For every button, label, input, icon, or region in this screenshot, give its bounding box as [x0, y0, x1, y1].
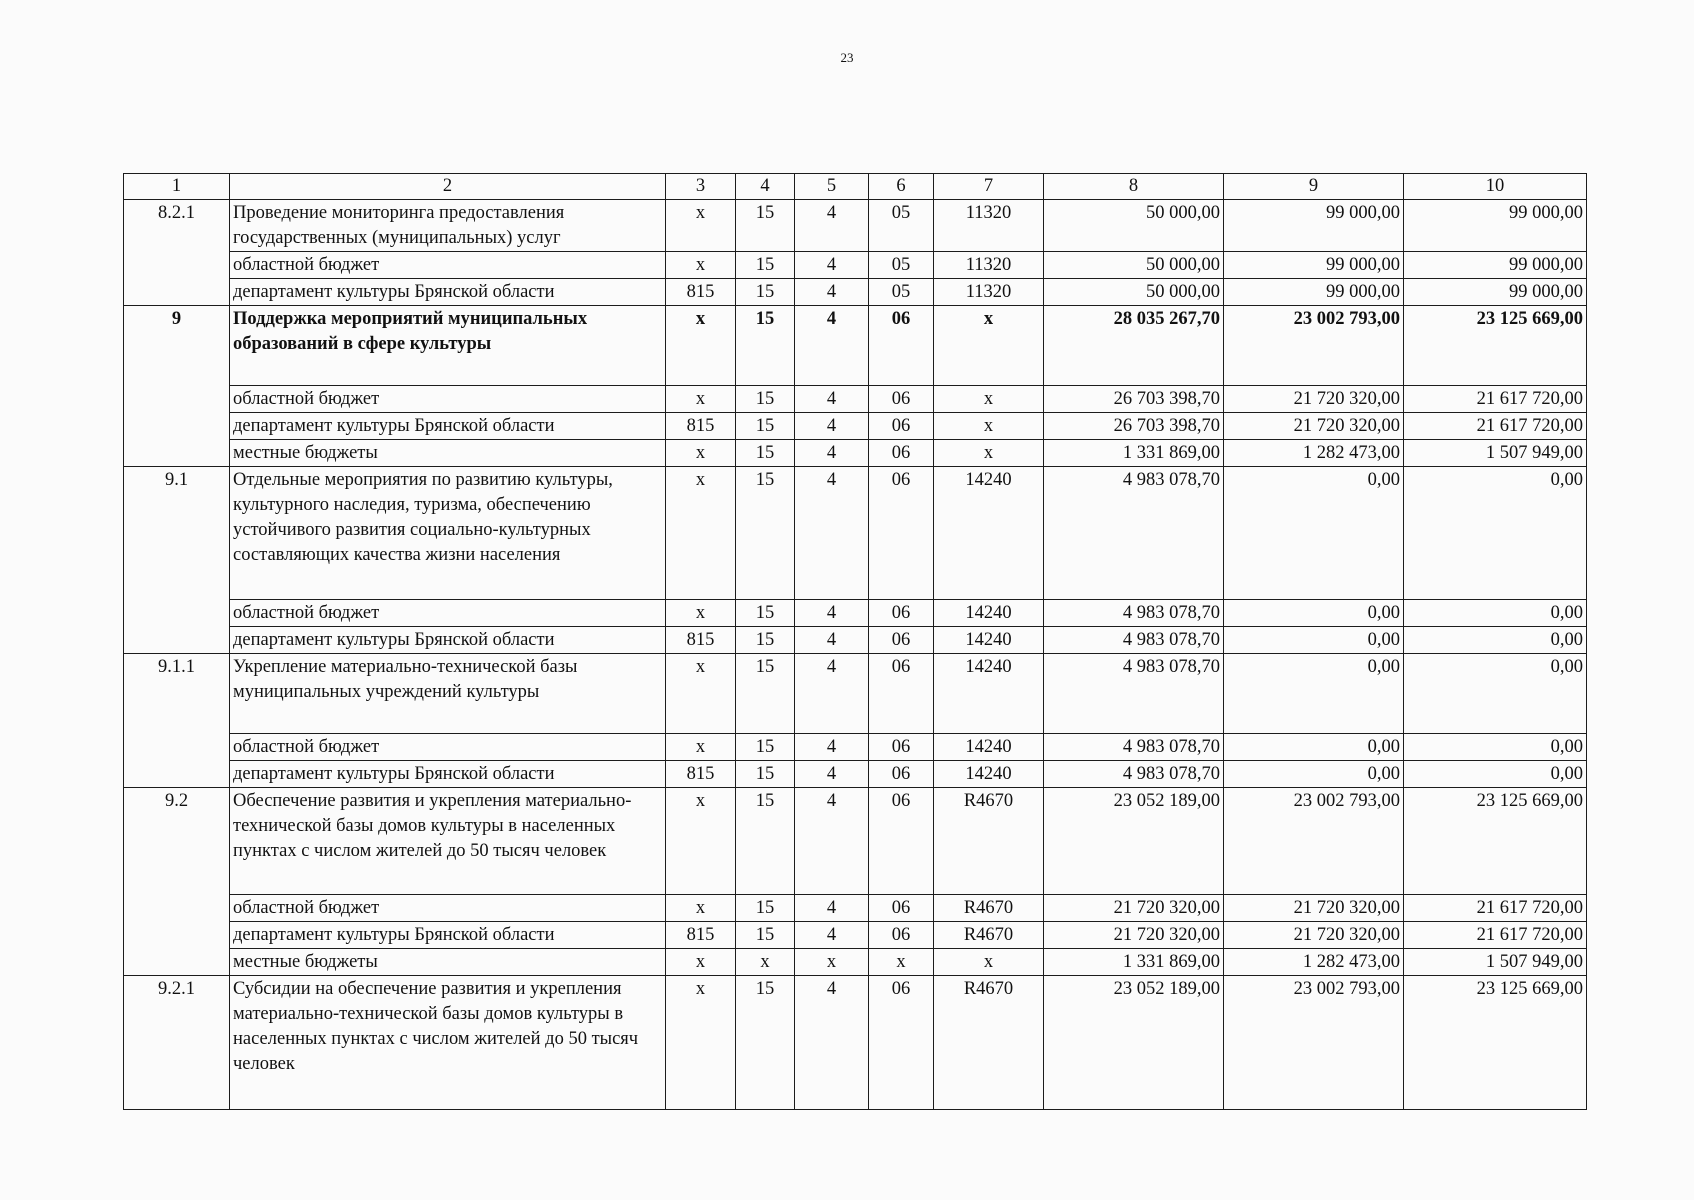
- cell-col10-amount: 0,00: [1404, 761, 1587, 788]
- table-row: [124, 200, 1587, 252]
- table-row: [124, 734, 1587, 761]
- cell-col10-amount: 1 507 949,00: [1404, 440, 1587, 467]
- cell-col4: 15: [736, 467, 795, 600]
- cell-col4: 15: [736, 279, 795, 306]
- cell-col4: 15: [736, 306, 795, 386]
- cell-col9-amount: 21 720 320,00: [1224, 413, 1404, 440]
- cell-col4: х: [736, 949, 795, 976]
- cell-col10-amount: 23 125 669,00: [1404, 788, 1587, 895]
- table-row: [124, 467, 1587, 600]
- cell-col9-amount: 0,00: [1224, 654, 1404, 734]
- table-row: [124, 252, 1587, 279]
- item-name-cell: областной бюджет: [230, 895, 666, 922]
- cell-col3: 815: [666, 279, 736, 306]
- cell-col5: 4: [795, 600, 869, 627]
- cell-col8-amount: 1 331 869,00: [1044, 949, 1224, 976]
- cell-col6: 06: [869, 976, 934, 1110]
- cell-col4: 15: [736, 895, 795, 922]
- cell-col7: х: [934, 386, 1044, 413]
- header-cell: 5: [795, 174, 869, 200]
- cell-col6: 06: [869, 627, 934, 654]
- cell-col8-amount: 4 983 078,70: [1044, 761, 1224, 788]
- table-row: [124, 440, 1587, 467]
- row-number-cell: 9.2: [124, 788, 230, 976]
- cell-col7: 14240: [934, 654, 1044, 734]
- cell-col6: 06: [869, 306, 934, 386]
- cell-col10-amount: 0,00: [1404, 734, 1587, 761]
- cell-col4: 15: [736, 976, 795, 1110]
- table-row: [124, 627, 1587, 654]
- item-name-cell: местные бюджеты: [230, 949, 666, 976]
- cell-col9-amount: 23 002 793,00: [1224, 306, 1404, 386]
- table-row: [124, 976, 1587, 1110]
- item-name-cell: областной бюджет: [230, 252, 666, 279]
- cell-col8-amount: 21 720 320,00: [1044, 895, 1224, 922]
- cell-col9-amount: 23 002 793,00: [1224, 976, 1404, 1110]
- cell-col6: 06: [869, 734, 934, 761]
- cell-col7: х: [934, 440, 1044, 467]
- cell-col6: 06: [869, 895, 934, 922]
- cell-col9-amount: 99 000,00: [1224, 200, 1404, 252]
- cell-col3: х: [666, 306, 736, 386]
- cell-col10-amount: 23 125 669,00: [1404, 976, 1587, 1110]
- cell-col9-amount: 99 000,00: [1224, 252, 1404, 279]
- cell-col10-amount: 99 000,00: [1404, 279, 1587, 306]
- item-name-cell: Обеспечение развития и укрепления материально-технической базы домов культуры в населенных пунктах с числом жителей до 50 тысяч человек: [230, 788, 666, 895]
- cell-col7: х: [934, 949, 1044, 976]
- cell-col3: 815: [666, 413, 736, 440]
- row-number-cell: 8.2.1: [124, 200, 230, 306]
- cell-col7: 11320: [934, 252, 1044, 279]
- cell-col9-amount: 99 000,00: [1224, 279, 1404, 306]
- budget-table: [123, 173, 1587, 1110]
- cell-col4: 15: [736, 922, 795, 949]
- cell-col4: 15: [736, 600, 795, 627]
- cell-col7: 14240: [934, 467, 1044, 600]
- cell-col3: х: [666, 600, 736, 627]
- table-row: [124, 279, 1587, 306]
- cell-col10-amount: 0,00: [1404, 654, 1587, 734]
- cell-col8-amount: 4 983 078,70: [1044, 600, 1224, 627]
- header-cell: 7: [934, 174, 1044, 200]
- cell-col5: 4: [795, 279, 869, 306]
- page-number: 23: [840, 50, 854, 65]
- cell-col8-amount: 4 983 078,70: [1044, 654, 1224, 734]
- cell-col6: 06: [869, 600, 934, 627]
- cell-col9-amount: 0,00: [1224, 627, 1404, 654]
- cell-col5: 4: [795, 922, 869, 949]
- cell-col9-amount: 1 282 473,00: [1224, 949, 1404, 976]
- table-row: [124, 413, 1587, 440]
- cell-col6: 05: [869, 252, 934, 279]
- cell-col8-amount: 23 052 189,00: [1044, 976, 1224, 1110]
- table-row: [124, 386, 1587, 413]
- cell-col5: 4: [795, 306, 869, 386]
- table-row: [124, 895, 1587, 922]
- item-name-cell: департамент культуры Брянской области: [230, 279, 666, 306]
- header-cell: 9: [1224, 174, 1404, 200]
- cell-col5: 4: [795, 413, 869, 440]
- cell-col4: 15: [736, 386, 795, 413]
- cell-col5: 4: [795, 200, 869, 252]
- cell-col4: 15: [736, 654, 795, 734]
- cell-col4: 15: [736, 788, 795, 895]
- cell-col8-amount: 26 703 398,70: [1044, 413, 1224, 440]
- cell-col7: 14240: [934, 600, 1044, 627]
- cell-col8-amount: 26 703 398,70: [1044, 386, 1224, 413]
- row-number-cell: 9.2.1: [124, 976, 230, 1110]
- cell-col3: х: [666, 252, 736, 279]
- cell-col8-amount: 21 720 320,00: [1044, 922, 1224, 949]
- cell-col7: 14240: [934, 734, 1044, 761]
- header-cell: 4: [736, 174, 795, 200]
- cell-col10-amount: 0,00: [1404, 467, 1587, 600]
- cell-col4: 15: [736, 440, 795, 467]
- item-name-cell: департамент культуры Брянской области: [230, 922, 666, 949]
- cell-col7: R4670: [934, 788, 1044, 895]
- cell-col5: 4: [795, 386, 869, 413]
- cell-col9-amount: 1 282 473,00: [1224, 440, 1404, 467]
- item-name-cell: Укрепление материально-технической базы муниципальных учреждений культуры: [230, 654, 666, 734]
- cell-col3: х: [666, 654, 736, 734]
- header-cell: 10: [1404, 174, 1587, 200]
- header-row: [124, 174, 1587, 200]
- cell-col3: х: [666, 976, 736, 1110]
- cell-col4: 15: [736, 627, 795, 654]
- cell-col5: 4: [795, 788, 869, 895]
- cell-col4: 15: [736, 734, 795, 761]
- row-number-cell: 9.1: [124, 467, 230, 654]
- cell-col3: 815: [666, 761, 736, 788]
- row-number-cell: 9: [124, 306, 230, 467]
- cell-col10-amount: 0,00: [1404, 627, 1587, 654]
- cell-col10-amount: 21 617 720,00: [1404, 386, 1587, 413]
- item-name-cell: департамент культуры Брянской области: [230, 761, 666, 788]
- cell-col4: 15: [736, 200, 795, 252]
- header-cell: 2: [230, 174, 666, 200]
- item-name-cell: Проведение мониторинга предоставления государственных (муниципальных) услуг: [230, 200, 666, 252]
- cell-col9-amount: 0,00: [1224, 761, 1404, 788]
- cell-col4: 15: [736, 252, 795, 279]
- cell-col10-amount: 23 125 669,00: [1404, 306, 1587, 386]
- cell-col9-amount: 0,00: [1224, 600, 1404, 627]
- table-row: [124, 600, 1587, 627]
- cell-col6: 06: [869, 788, 934, 895]
- item-name-cell: областной бюджет: [230, 386, 666, 413]
- item-name-cell: областной бюджет: [230, 734, 666, 761]
- cell-col9-amount: 0,00: [1224, 734, 1404, 761]
- item-name-cell: Поддержка мероприятий муниципальных образований в сфере культуры: [230, 306, 666, 386]
- table-row: [124, 949, 1587, 976]
- cell-col3: 815: [666, 922, 736, 949]
- cell-col7: х: [934, 306, 1044, 386]
- cell-col5: х: [795, 949, 869, 976]
- item-name-cell: департамент культуры Брянской области: [230, 627, 666, 654]
- cell-col10-amount: 21 617 720,00: [1404, 895, 1587, 922]
- cell-col6: 06: [869, 440, 934, 467]
- cell-col5: 4: [795, 252, 869, 279]
- cell-col10-amount: 99 000,00: [1404, 200, 1587, 252]
- item-name-cell: местные бюджеты: [230, 440, 666, 467]
- row-number-cell: 9.1.1: [124, 654, 230, 788]
- cell-col6: 05: [869, 200, 934, 252]
- cell-col3: х: [666, 895, 736, 922]
- cell-col7: R4670: [934, 976, 1044, 1110]
- cell-col5: 4: [795, 654, 869, 734]
- item-name-cell: департамент культуры Брянской области: [230, 413, 666, 440]
- table-row: [124, 922, 1587, 949]
- cell-col3: х: [666, 386, 736, 413]
- cell-col6: 06: [869, 922, 934, 949]
- cell-col8-amount: 50 000,00: [1044, 279, 1224, 306]
- item-name-cell: Отдельные мероприятия по развитию культуры, культурного наследия, туризма, обеспечению устойчивого развития социально-культурных составляющих качества жизни населения: [230, 467, 666, 600]
- cell-col8-amount: 50 000,00: [1044, 200, 1224, 252]
- cell-col6: 06: [869, 413, 934, 440]
- cell-col4: 15: [736, 413, 795, 440]
- table-row: [124, 761, 1587, 788]
- cell-col3: х: [666, 200, 736, 252]
- cell-col9-amount: 21 720 320,00: [1224, 386, 1404, 413]
- cell-col8-amount: 4 983 078,70: [1044, 467, 1224, 600]
- cell-col6: х: [869, 949, 934, 976]
- item-name-cell: областной бюджет: [230, 600, 666, 627]
- table-row: [124, 788, 1587, 895]
- cell-col3: 815: [666, 627, 736, 654]
- cell-col10-amount: 99 000,00: [1404, 252, 1587, 279]
- cell-col3: х: [666, 440, 736, 467]
- cell-col9-amount: 23 002 793,00: [1224, 788, 1404, 895]
- cell-col8-amount: 4 983 078,70: [1044, 734, 1224, 761]
- cell-col7: 14240: [934, 761, 1044, 788]
- header-cell: 6: [869, 174, 934, 200]
- cell-col8-amount: 4 983 078,70: [1044, 627, 1224, 654]
- cell-col7: R4670: [934, 922, 1044, 949]
- cell-col7: х: [934, 413, 1044, 440]
- cell-col5: 4: [795, 895, 869, 922]
- cell-col6: 06: [869, 654, 934, 734]
- cell-col9-amount: 21 720 320,00: [1224, 895, 1404, 922]
- cell-col5: 4: [795, 440, 869, 467]
- cell-col3: х: [666, 788, 736, 895]
- cell-col10-amount: 21 617 720,00: [1404, 413, 1587, 440]
- cell-col8-amount: 23 052 189,00: [1044, 788, 1224, 895]
- cell-col7: 11320: [934, 200, 1044, 252]
- cell-col5: 4: [795, 734, 869, 761]
- cell-col3: х: [666, 949, 736, 976]
- header-cell: 3: [666, 174, 736, 200]
- item-name-cell: Субсидии на обеспечение развития и укрепления материально-технической базы домов культуры в населенных пунктах с числом жителей до 50 тысяч человек: [230, 976, 666, 1110]
- cell-col5: 4: [795, 976, 869, 1110]
- table-row: [124, 306, 1587, 386]
- cell-col9-amount: 0,00: [1224, 467, 1404, 600]
- cell-col10-amount: 1 507 949,00: [1404, 949, 1587, 976]
- cell-col6: 05: [869, 279, 934, 306]
- cell-col5: 4: [795, 627, 869, 654]
- cell-col3: х: [666, 467, 736, 600]
- header-cell: 1: [124, 174, 230, 200]
- cell-col7: 14240: [934, 627, 1044, 654]
- cell-col5: 4: [795, 467, 869, 600]
- cell-col9-amount: 21 720 320,00: [1224, 922, 1404, 949]
- cell-col6: 06: [869, 386, 934, 413]
- cell-col6: 06: [869, 467, 934, 600]
- cell-col6: 06: [869, 761, 934, 788]
- cell-col7: 11320: [934, 279, 1044, 306]
- cell-col8-amount: 1 331 869,00: [1044, 440, 1224, 467]
- cell-col10-amount: 21 617 720,00: [1404, 922, 1587, 949]
- cell-col8-amount: 50 000,00: [1044, 252, 1224, 279]
- cell-col3: х: [666, 734, 736, 761]
- cell-col10-amount: 0,00: [1404, 600, 1587, 627]
- cell-col8-amount: 28 035 267,70: [1044, 306, 1224, 386]
- cell-col4: 15: [736, 761, 795, 788]
- table-row: [124, 654, 1587, 734]
- header-cell: 8: [1044, 174, 1224, 200]
- cell-col7: R4670: [934, 895, 1044, 922]
- cell-col5: 4: [795, 761, 869, 788]
